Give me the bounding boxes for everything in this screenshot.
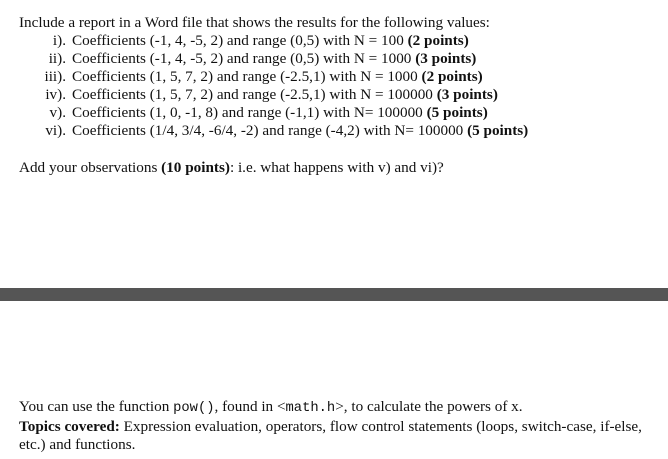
list-item-text: Coefficients (1, 5, 7, 2) and range (-2.5,1) with N = 1000 xyxy=(72,68,418,85)
list-item-points: (2 points) xyxy=(407,32,469,49)
list-item-points: (3 points) xyxy=(415,50,477,67)
observations-text xyxy=(19,159,444,177)
list-item-text: Coefficients (-1, 4, -5, 2) and range (0,5) with N = 1000 xyxy=(72,50,412,67)
observations-suffix: : i.e. what happens with v) and vi)? xyxy=(229,159,444,176)
list-item-number: ii). xyxy=(48,50,66,67)
math-header-code: math.h xyxy=(285,401,336,416)
topics-label: Topics covered: xyxy=(19,418,120,435)
pow-note xyxy=(19,398,649,418)
document-page-bottom xyxy=(0,301,668,459)
list-item-number: i). xyxy=(52,32,66,49)
pow-note-prefix: You can use the function xyxy=(19,398,170,415)
intro-text: Include a report in a Word file that shows the results for the following values: xyxy=(19,14,490,31)
topics-text: Expression evaluation, operators, flow control statements (loops, switch-case, if-else, etc.) and functions. xyxy=(19,418,642,453)
list-item xyxy=(34,68,483,86)
list-item-points: (3 points) xyxy=(436,86,498,103)
observations-prefix: Add your observations xyxy=(19,159,158,176)
list-item xyxy=(34,104,488,122)
list-item-points: (5 points) xyxy=(467,122,529,139)
list-item-text: Coefficients (1/4, 3/4, -6/4, -2) and range (-4,2) with N= 100000 xyxy=(72,122,464,139)
list-item-text: Coefficients (1, 5, 7, 2) and range (-2.5,1) with N = 100000 xyxy=(72,86,433,103)
list-item-number: iv). xyxy=(45,86,66,103)
list-item xyxy=(34,122,528,140)
list-item-text: Coefficients (1, 0, -1, 8) and range (-1,1) with N= 100000 xyxy=(72,104,423,121)
observations-points: (10 points) xyxy=(161,159,230,176)
pow-note-suffix: >, to calculate the powers of x. xyxy=(335,398,523,415)
topics-note xyxy=(19,418,649,454)
list-item-points: (2 points) xyxy=(421,68,483,85)
pow-note-mid: , found in < xyxy=(214,398,286,415)
list-item-number: iii). xyxy=(44,68,66,85)
list-item xyxy=(34,50,476,68)
page-break xyxy=(0,288,668,301)
list-item-number: v). xyxy=(49,104,66,121)
list-item xyxy=(34,32,469,50)
list-item-number: vi). xyxy=(45,122,66,139)
list-item-text: Coefficients (-1, 4, -5, 2) and range (0,5) with N = 100 xyxy=(72,32,404,49)
pow-function-code: pow() xyxy=(173,401,215,416)
list-item-points: (5 points) xyxy=(426,104,488,121)
list-item xyxy=(34,86,498,104)
footer-notes xyxy=(19,398,649,454)
